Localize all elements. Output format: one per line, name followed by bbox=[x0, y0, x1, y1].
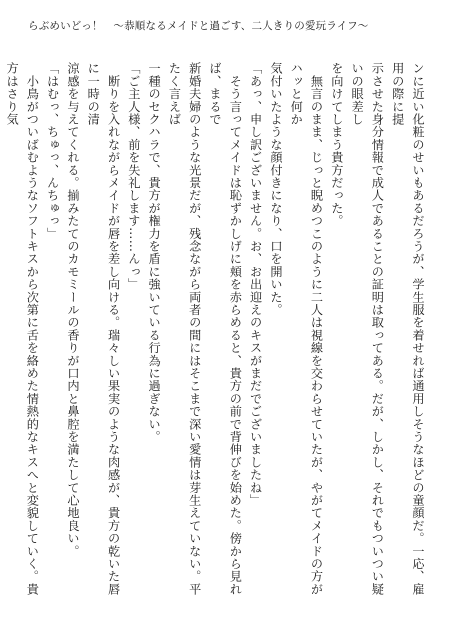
text-line: そう言ってメイドは恥ずかしげに頬を赤らめると、貴方の前で背伸びを始めた。傍から見れば、まるで bbox=[208, 62, 243, 596]
text-line: 無言のまま、じっと睨めつこのように二人は視線を交わらせていたが、やがてメイドの方がハッと何か bbox=[289, 62, 324, 596]
text-line: 気付いたような顔付きになり、口を開いた。 bbox=[268, 62, 283, 316]
text-line: 涼感を与えてくれる。揃みたてのカモミールの香りが口内と鼻腔を満たして心地良い。 bbox=[65, 62, 80, 558]
text-line: 新婚夫婦のような光景だが、残念ながら両者の間にはそこまで深い愛情は芽生えていない。平たく言えば bbox=[167, 62, 202, 596]
text-line: 一種のセクハラで、貴方が権力を盾に強いている行為に過ぎない。 bbox=[147, 62, 162, 443]
text-line: 示させた身分情報で成人であることの証明は取ってある。だが、しかし、それでもついつい疑いの眼差し bbox=[350, 62, 385, 596]
text-line: 断りを入れながらメイドが唇を差し向ける。瑞々しい果実のような肉感が、貴方の乾いた唇に一時の清 bbox=[86, 62, 121, 596]
text-line: ンに近い化粧のせいもあるだろうが、学生服を着せれば通用しそうなほどの童顔だ。一応、雇用の際に提 bbox=[390, 62, 425, 596]
vertical-body-text bbox=[5, 62, 428, 607]
text-line: を向けてしまう貴方だった。 bbox=[329, 62, 344, 228]
text-line: 「ご主人様、前を失礼します……んっ」 bbox=[126, 62, 141, 291]
text-line: 「はむっ、ちゅっ、んちゅっ」 bbox=[45, 62, 60, 240]
running-header: らぶめいどっ！ ～恭順なるメイドと過ごす、二人きりの愛玩ライフ～ bbox=[28, 20, 369, 32]
text-line: 「あっ、申し訳ございません。お、お出迎えのキスがまだでございましたね」 bbox=[248, 62, 263, 507]
text-line bbox=[0, 62, 2, 607]
text-line: 小鳥がついばむようなソフトキスから次第に舌を絡めた情熱的なキスへと変貌していく。貴方はさり気 bbox=[5, 62, 40, 596]
